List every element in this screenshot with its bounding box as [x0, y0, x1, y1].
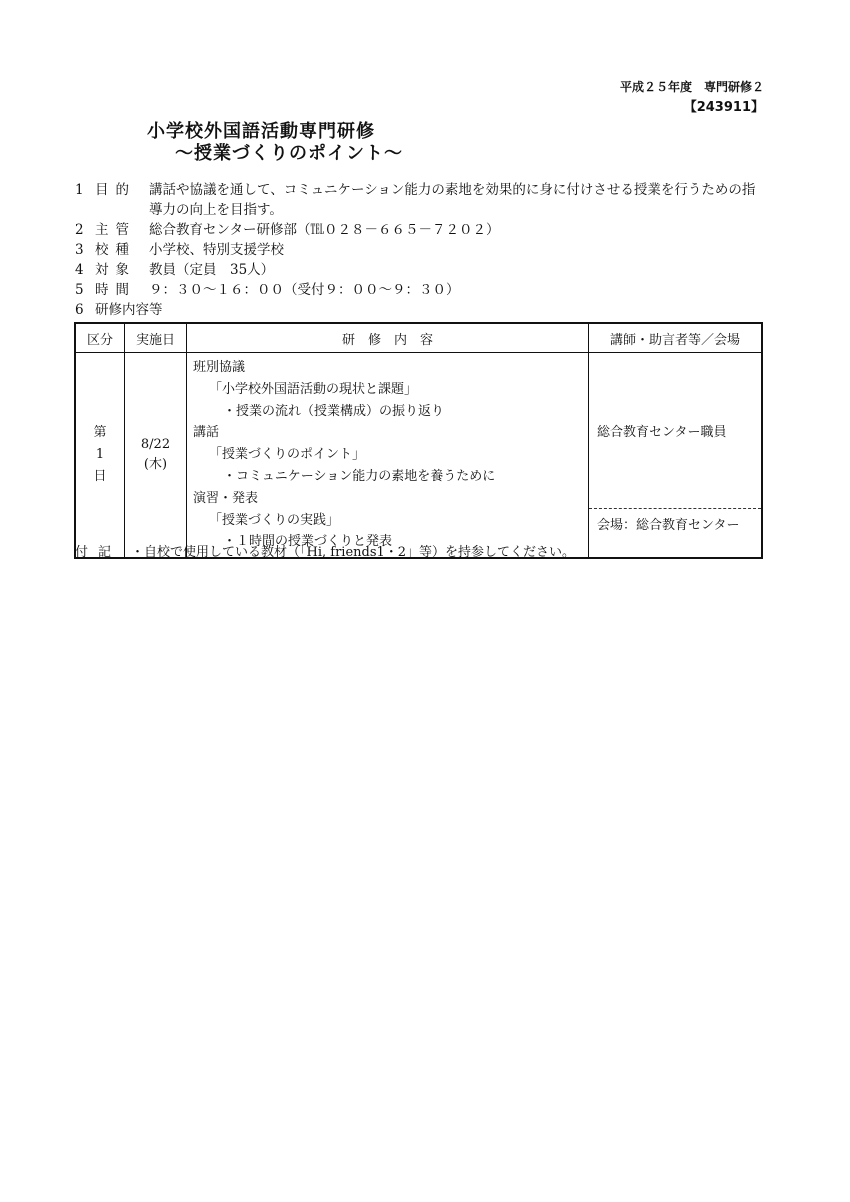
table-row	[75, 353, 762, 559]
item-label	[95, 180, 149, 200]
page-title: 小学校外国語活動専門研修	[147, 121, 375, 142]
info-list	[75, 180, 775, 320]
header-instructor: 講師・助言者等／会場	[589, 323, 763, 353]
day-char: 第	[93, 425, 107, 441]
item-value: 研修内容等	[95, 302, 163, 318]
content-cell	[187, 353, 589, 559]
instructor-cell	[589, 353, 763, 559]
info-item-organizer	[75, 220, 775, 240]
item-label	[95, 260, 149, 280]
header-category: 区分	[75, 323, 125, 353]
content-topic: 「小学校外国語活動の現状と課題」	[209, 381, 418, 397]
item-label	[95, 280, 149, 300]
instructor-name: 総合教育センター職員	[597, 425, 727, 440]
item-label	[95, 240, 149, 260]
schedule-table	[74, 322, 763, 559]
label-char: 校	[95, 242, 109, 258]
label-char: 象	[115, 262, 129, 278]
weekday-text: (木)	[143, 457, 168, 473]
content-heading: 演習・発表	[193, 490, 259, 506]
date-text: 8/22	[140, 437, 171, 453]
item-value: 講話や協議を通して、コミュニケーション能力の素地を効果的に身に付けさせる授業を行うための指	[149, 182, 756, 198]
label-char: 目	[95, 182, 109, 198]
content-topic: 「授業づくりの実践」	[209, 512, 340, 528]
item-label	[95, 220, 149, 240]
page-subtitle: ～授業づくりのポイント～	[175, 143, 403, 164]
info-item-target	[75, 260, 775, 280]
label-char: 対	[95, 262, 109, 278]
note-text: ・自校で使用している教材（「Hi, friends1・2」等）を持参してください。	[131, 545, 576, 560]
item-number: 6	[75, 302, 84, 318]
info-item-school-type	[75, 240, 775, 260]
label-char: 間	[115, 282, 129, 298]
content-topic: 「授業づくりのポイント」	[209, 447, 366, 463]
table-header-row	[75, 323, 762, 353]
item-number: 2	[75, 222, 84, 238]
item-value-continued: 導力の向上を目指す。	[149, 202, 283, 218]
fiscal-year-label: 平成２５年度 専門研修２	[619, 80, 764, 94]
content-detail: ・授業の流れ（授業構成）の振り返り	[223, 403, 445, 419]
info-item-time	[75, 280, 775, 300]
item-number: 5	[75, 282, 84, 298]
content-detail: ・１時間の授業づくりと発表	[223, 534, 393, 550]
item-value: 総合教育センター研修部（℡０２８－６６５－７２０２）	[149, 222, 500, 238]
info-item-purpose	[75, 180, 775, 200]
day-char: 日	[93, 469, 107, 485]
item-value: ９：３０～１６：００（受付９：００～９：３０）	[149, 282, 460, 298]
day-cell	[75, 353, 125, 559]
course-code: 【243911】	[683, 100, 764, 115]
content-heading: 講話	[193, 425, 220, 441]
date-cell	[125, 353, 187, 559]
item-value: 教員（定員 35人）	[149, 262, 275, 278]
content-heading: 班別協議	[193, 360, 246, 375]
content-detail: ・コミュニケーション能力の素地を養うために	[223, 468, 496, 484]
header-content: 研 修 内 容	[187, 323, 589, 353]
label-char: 的	[115, 182, 129, 198]
note-label: 付記	[75, 545, 122, 560]
label-char: 時	[95, 282, 109, 298]
venue-text: 会場：総合教育センター	[589, 508, 761, 537]
info-item-content-heading	[75, 300, 775, 320]
label-char: 種	[115, 242, 129, 258]
item-number: 1	[75, 182, 84, 198]
header-date: 実施日	[125, 323, 187, 353]
item-number: 3	[75, 242, 84, 258]
day-number: 1	[95, 447, 105, 463]
note	[75, 541, 575, 560]
item-number: 4	[75, 262, 84, 278]
label-char: 管	[115, 222, 129, 238]
label-char: 主	[95, 222, 109, 238]
item-value: 小学校、特別支援学校	[149, 242, 284, 258]
